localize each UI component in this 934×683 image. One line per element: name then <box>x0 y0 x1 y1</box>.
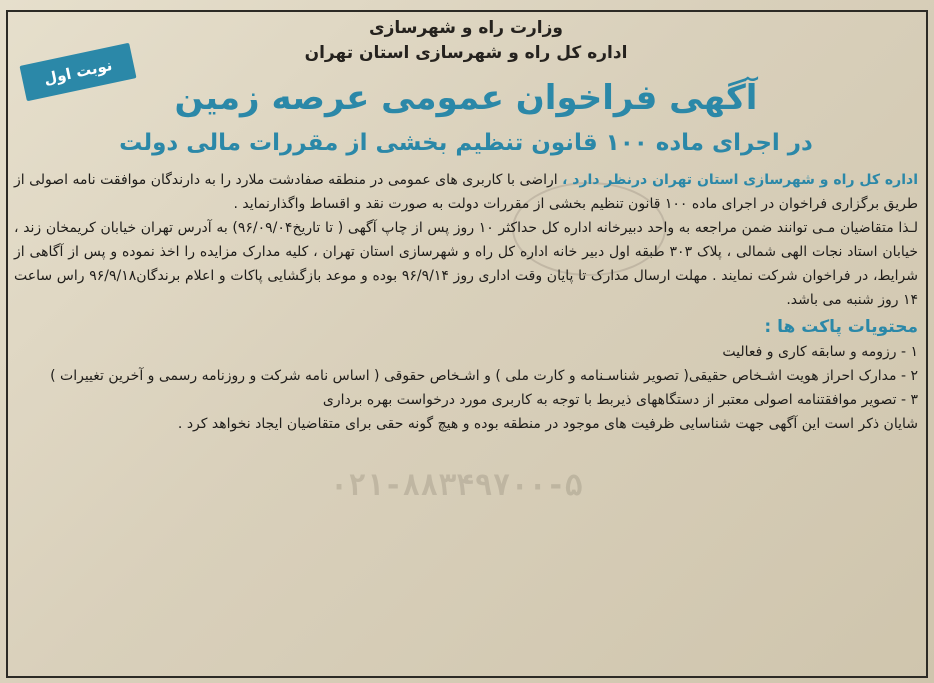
intro-paragraph <box>14 168 918 216</box>
packets-title: محتویات پاکت ها : <box>764 317 918 337</box>
packet-item: ۳ - تصویر موافقتنامه اصولی معتبر از دستگاههای ذیربط با توجه به کاربری مورد درخواست بهره برداری <box>322 392 918 408</box>
ad-title: آگهی فراخوان عمومی عرصه زمین <box>174 78 758 118</box>
intro-text: اراضی با کاربری های عمومی در منطقه صفادشت ملارد را به دارندگان موافقت نامه اصولی از طریق برگزاری فراخوان در اجرای ماده ۱۰۰ قانون تنظیم بخشی از مقررات دولت به صورت نقد و اقساط واگذارنماید . <box>14 172 918 212</box>
first-publication-badge: نوبت اول <box>19 43 136 101</box>
ad-content <box>10 16 922 436</box>
ministry-name: وزارت راه و شهرسازی <box>368 18 563 38</box>
ad-subtitle: در اجرای ماده ۱۰۰ قانون تنظیم بخشی از مقررات مالی دولت <box>119 130 813 156</box>
intro-lead: اداره کل راه و شهرسازی استان تهران درنظر دارد ، <box>562 172 919 188</box>
phone-watermark: ۰۲۱-۸۸۳۴۹۷۰۰-۵ <box>330 468 583 503</box>
footer-note: شایان ذکر است این آگهی جهت شناسایی ظرفیت های موجود در منطقه بوده و هیچ گونه حقی برای متقاضیان ایجاد نخواهد کرد . <box>177 416 918 432</box>
packet-item: ۲ - مدارک احراز هویت اشـخاص حقیقی( تصویر شناسـنامه و کارت ملی ) و اشـخاص حقوقی ( اساس نامه شرکت و روزنامه رسمی و آخرین تغییرات ) <box>50 368 918 384</box>
packet-item: ۱ - رزومه و سابقه کاری و فعالیت <box>722 344 918 360</box>
office-name: اداره کل راه و شهرسازی استان تهران <box>304 43 628 63</box>
details-paragraph: لـذا متقاضیان مـی توانند ضمن مراجعه به واحد دبیرخانه اداره کل حداکثر ۱۰ روز پس از چاپ آگهی ( تا تاریخ۹۶/۰۹/۰۴) به آدرس تهران خیابان کریمخان زند ، خیابان استاد نجات الهی شمالی ، پلاک ۳۰۳ طبقه اول دبیر خانه اداره کل راه و شهرسازی استان تهران ، کلیه مدارک مزایده را اخذ نموده و پس از آگاهی از شرایط، در فراخوان شرکت نمایند . مهلت ارسال مدارک تا پایان وقت اداری روز ۹۶/۹/۱۴ بوده و موعد بازگشایی پاکات و اعلام برندگان۹۶/۹/۱۸ راس ساعت ۱۴ روز شنبه می باشد. <box>14 220 918 308</box>
